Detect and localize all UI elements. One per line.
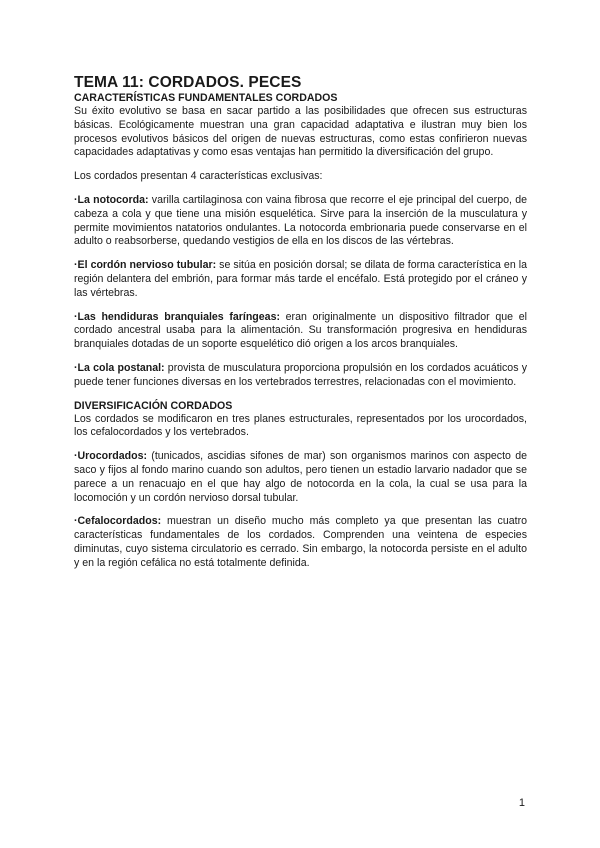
term-cordon-nervioso: ·El cordón nervioso tubular: [74,259,217,272]
text-cefalocordados: muestran un diseño mucho más completo ya que presentan las cuatro características fundamentales de los cordados. Comprenden una veintena de especies diminutas, cuyo sistema circulatorio es cerrado. Sin embargo, la notocorda persiste en el adulto y en la región cefálica no está totalmente definida. [74,515,527,569]
page-number: 1 [518,797,525,809]
paragraph-intro: Su éxito evolutivo se basa en sacar partido a las posibilidades que ofrecen sus estructuras básicas. Ecológicamente muestran una gran capacidad adaptativa e ilustran muy bien los procesos evolutivos básicos del origen de nuevas estructuras, como estas confirieron nuevas capacidades adaptativas y como esas ventajas han permitido la diversificación del grupo. [74,105,527,159]
paragraph-notocorda [74,194,527,249]
term-urocordados: ·Urocordados: [74,450,147,463]
paragraph-hendiduras [74,311,527,352]
paragraph-lead: Los cordados presentan 4 características exclusivas: [74,170,323,183]
paragraph-cola-postanal [74,362,527,390]
section-heading-fundamentales: CARACTERÍSTICAS FUNDAMENTALES CORDADOS [74,92,338,104]
paragraph-urocordados [74,450,527,505]
text-notocorda: varilla cartilaginosa con vaina fibrosa que recorre el eje principal del cuerpo, de cabeza a cola y que tiene una misión esquelética. Sirve para la inserción de la musculatura y permite movimientos natatorios ondulantes. La notocorda embrionaria puede conservarse en el adulto o reabsorberse, quedando vestigios de ella en los discos de las vértebras. [74,193,528,248]
paragraph-cordon-nervioso [74,259,527,300]
text-urocordados: (tunicados, ascidias sifones de mar) son organismos marinos con aspecto de saco y fijos al fondo marino cuando son adultos, pero tienen un estadio larvario nadador que se parece a un renacuajo en el que hay algo de notocorda en la cola, la cual se usa para la locomoción y un cordón nervioso dorsal tubular. [74,450,527,504]
paragraph-cefalocordados [74,515,527,570]
term-hendiduras: ·Las hendiduras branquiales faríngeas: [74,310,280,323]
text-cordon-nervioso: se sitúa en posición dorsal; se dilata de forma característica en la región delantera del embrión, para formar más tarde el encéfalo. Está protegido por el cráneo y las vértebras. [74,259,527,299]
term-cefalocordados: ·Cefalocordados: [74,515,162,528]
document-page [74,74,527,571]
paragraph-diversificacion-intro: Los cordados se modificaron en tres planes estructurales, representados por los urocordados, los cefalocordados y los vertebrados. [74,412,527,439]
section-heading-diversificacion: DIVERSIFICACIÓN CORDADOS [74,399,233,412]
term-cola-postanal: ·La cola postanal: [74,361,165,374]
term-notocorda: ·La notocorda: [74,193,149,206]
page-title: TEMA 11: CORDADOS. PECES [74,74,302,91]
text-hendiduras: eran originalmente un dispositivo filtrador que el cordado ancestral usaba para la alimentación. Su transformación progresiva en hendiduras branquiales dotadas de un soporte esquelético dió origen a los arcos branquiales. [74,310,527,351]
text-cola-postanal: provista de musculatura proporciona propulsión en los cordados acuáticos y puede tener funciones diversas en los vertebrados terrestres, relacionadas con el movimiento. [74,361,527,388]
